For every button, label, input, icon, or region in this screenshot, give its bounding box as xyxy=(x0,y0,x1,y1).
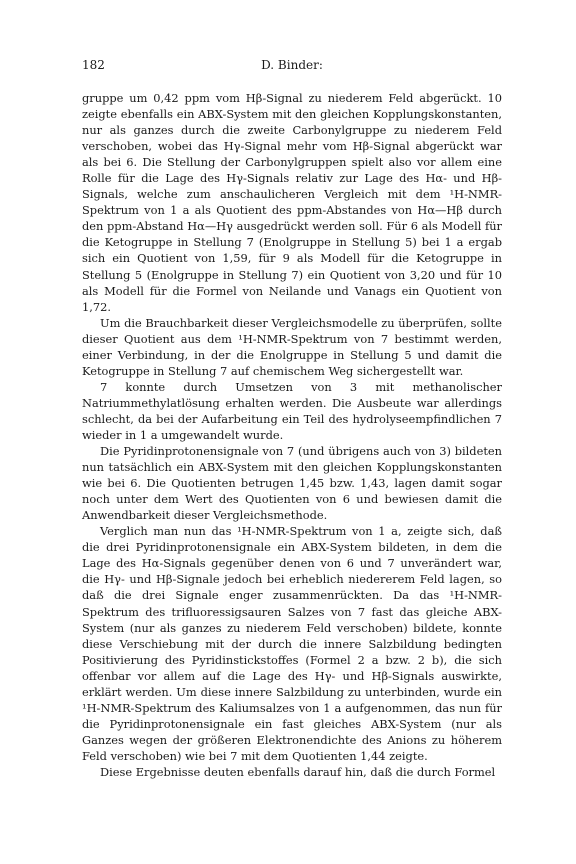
paragraph: gruppe um 0,42 ppm vom Hβ-Signal zu niederem Feld abgerückt. 10 zeigte ebenfalls ein ABX-System mit den gleichen Kopplungskonstanten, nur als ganzes durch die zweite Carbonylgruppe zu niederem Feld verschoben, wobei das Hγ-Signal mehr vom Hβ-Signal abgerückt war als bei 6. Die Stellung der Carbonylgruppen spielt also vor allem eine Rolle für die Lage des Hγ-Signals relativ zur Lage des Hα- und Hβ-Signals, welche zum anschaulicheren Vergleich mit dem ¹H-NMR-Spektrum von 1 a als Quotient des ppm-Abstandes von Hα—Hβ durch den ppm-Abstand Hα—Hγ ausgedrückt werden soll. Für 6 als Modell für die Ketogruppe in Stellung 7 (Enolgruppe in Stellung 5) bei 1 a ergab sich ein Quotient von 1,59, für 9 als Modell für die Ketogruppe in Stellung 5 (Enolgruppe in Stellung 7) ein Quotient von 3,20 und für 10 als Modell für die Formel von Neilande und Vanags ein Quotient von 1,72. xyxy=(82,91,502,314)
paragraph: Verglich man nun das ¹H-NMR-Spektrum von 1 a, zeigte sich, daß die drei Pyridinprotonensignale ein ABX-System bildeten, in dem die Lage des Hα-Signals gegenüber denen von 6 und 7 unverändert war, die Hγ- und Hβ-Signale jedoch bei erheblich niedererem Feld lagen, so daß die drei Signale enger zusammenrückten. Da das ¹H-NMR-Spektrum des trifluoressigsauren Salzes von 7 fast das gleiche ABX-System (nur als ganzes zu niederem Feld verschoben) bildete, konnte diese Verschiebung mit der durch die innere Salzbildung bedingten Positivierung des Pyridinstickstoffes (Formel 2 a bzw. 2 b), die sich offenbar vor allem auf die Lage des Hγ- und Hβ-Signals auswirkte, erklärt werden. Um diese innere Salzbildung zu unterbinden, wurde ein ¹H-NMR-Spektrum des Kaliumsalzes von 1 a aufgenommen, das nun für die Pyridinprotonensignale ein fast gleiches ABX-System (nur als Ganzes wegen der größeren Elektronendichte des Anions zu höherem Feld verschoben) wie bei 7 mit dem Quotienten 1,44 zeigte. xyxy=(82,524,502,763)
page-header xyxy=(82,58,502,78)
running-head: D. Binder: xyxy=(261,58,323,72)
paragraph: Diese Ergebnisse deuten ebenfalls darauf hin, daß die durch Formel xyxy=(100,764,496,779)
paragraph: Um die Brauchbarkeit dieser Vergleichsmodelle zu überprüfen, sollte dieser Quotient aus dem ¹H-NMR-Spektrum von 7 bestimmt werden, einer Verbindung, in der die Enolgruppe in Stellung 5 und damit die Ketogruppe in Stellung 7 auf chemischem Weg sichergestellt war. xyxy=(82,315,502,378)
paragraph: 7 konnte durch Umsetzen von 3 mit methanolischer Natriummethylatlösung erhalten werden. Die Ausbeute war allerdings schlecht, da bei der Aufarbeitung ein Teil des hydrolyseempfindlichen 7 wieder in 1 a umgewandelt wurde. xyxy=(82,379,502,442)
page-number: 182 xyxy=(82,58,105,72)
page xyxy=(82,58,502,780)
paragraph: Die Pyridinprotonensignale von 7 (und übrigens auch von 3) bildeten nun tatsächlich ein ABX-System mit den gleichen Kopplungskonstanten wie bei 6. Die Quotienten betrugen 1,45 bzw. 1,43, lagen damit sogar noch unter dem Wert des Quotienten von 6 und bewiesen damit die Anwendbarkeit dieser Vergleichsmethode. xyxy=(82,444,502,523)
body-text xyxy=(82,90,502,780)
